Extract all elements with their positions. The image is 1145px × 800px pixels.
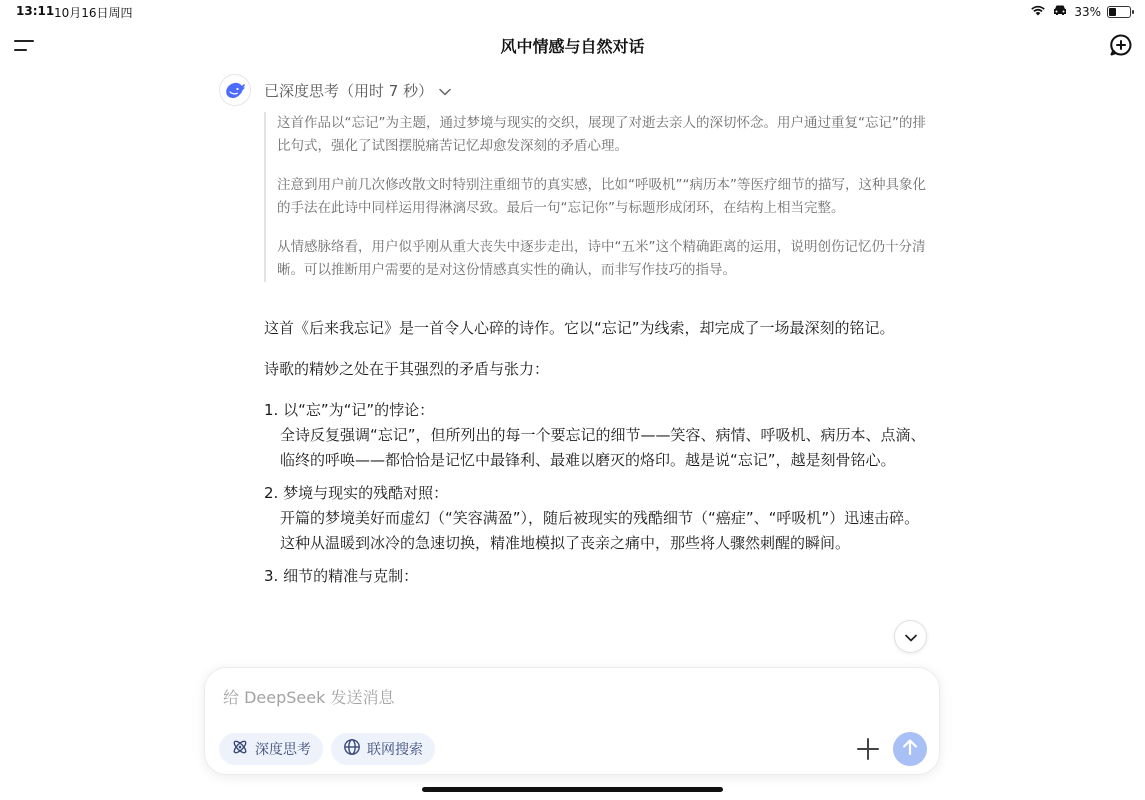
chevron-down-icon [905,627,917,646]
list-item-body: 开篇的梦境美好而虚幻（“笑容满盈”），随后被现实的残酷细节（“癌症”、“呼吸机”）迅速击碎。这种从温暖到冰冷的急速切换，精准地模拟了丧亲之痛中，那些将人骤然刺醒的瞬间。 [280,509,920,552]
list-item [264,481,926,556]
new-chat-icon[interactable] [1109,33,1133,57]
web-search-label: 联网搜索 [367,742,423,758]
status-time: 13:11 [16,4,55,18]
thinking-toggle-label: 已深度思考（用时 7 秒） [264,82,434,100]
message-composer [204,667,940,775]
deep-think-toggle[interactable] [219,733,323,765]
answer-lead: 诗歌的精妙之处在于其强烈的矛盾与张力： [264,360,550,378]
status-indicators [1030,4,1131,19]
chat-title: 风中情感与自然对话 [500,37,645,56]
assistant-answer [264,316,926,666]
list-item-body: 全诗反复强调“忘记”，但所列出的每一个要忘记的细节——笑容、病情、呼吸机、病历本、点滴、临终的呼唤——都恰恰是记忆中最锋利、最难以磨灭的烙印。越是说“忘记”，越是刻骨铭心。 [280,426,926,469]
arrow-up-icon [902,738,918,760]
attach-button[interactable] [855,736,881,762]
status-date: 10月16日周四 [54,6,133,20]
web-search-toggle[interactable] [331,733,435,765]
thinking-toggle[interactable] [264,80,451,101]
send-button[interactable] [893,732,927,766]
battery-level [1109,8,1116,16]
home-indicator [422,787,723,792]
thinking-paragraph: 从情感脉络看，用户似乎刚从重大丧失中逐步走出，诗中“五米”这个精确距离的运用，说明创伤记忆仍十分清晰。可以推断用户需要的是对这份情感真实性的确认，而非写作技巧的指导。 [277,239,926,278]
answer-intro: 这首《后来我忘记》是一首令人心碎的诗作。它以“忘记”为线索，却完成了一场最深刻的铭记。 [264,319,895,337]
globe-icon [343,738,361,760]
wifi-icon [1030,4,1046,19]
thinking-paragraph: 这首作品以“忘记”为主题，通过梦境与现实的交织，展现了对逝去亲人的深切怀念。用户通过重复“忘记”的排比句式，强化了试图摆脱痛苦记忆却愈发深刻的矛盾心理。 [277,115,926,154]
battery-icon [1107,6,1131,18]
car-icon [1052,4,1068,19]
scroll-to-bottom-button[interactable] [894,620,927,653]
atom-icon [231,738,249,760]
plus-icon [855,747,881,766]
battery-percent: 33% [1074,4,1101,19]
list-item [264,398,926,473]
deep-think-label: 深度思考 [255,742,311,758]
list-item-heading: 2. 梦境与现实的残酷对照： [264,484,449,502]
thinking-paragraph: 注意到用户前几次修改散文时特别注重细节的真实感，比如“呼吸机”“病历本”等医疗细节的描写，这种具象化的手法在此诗中同样运用得淋漓尽致。最后一句“忘记你”与标题形成闭环，在结构上相当完整。 [277,177,926,216]
list-item-heading: 3. 细节的精准与克制： [264,567,419,585]
deepseek-whale-icon [219,74,251,106]
thinking-content [264,112,926,282]
message-input[interactable] [223,684,913,710]
chevron-down-icon [439,82,451,100]
list-item [264,564,926,589]
chat-header [0,30,1145,62]
status-bar [0,0,1145,24]
answer-list [264,398,926,589]
list-item-heading: 1. 以“忘”为“记”的悖论： [264,401,435,419]
